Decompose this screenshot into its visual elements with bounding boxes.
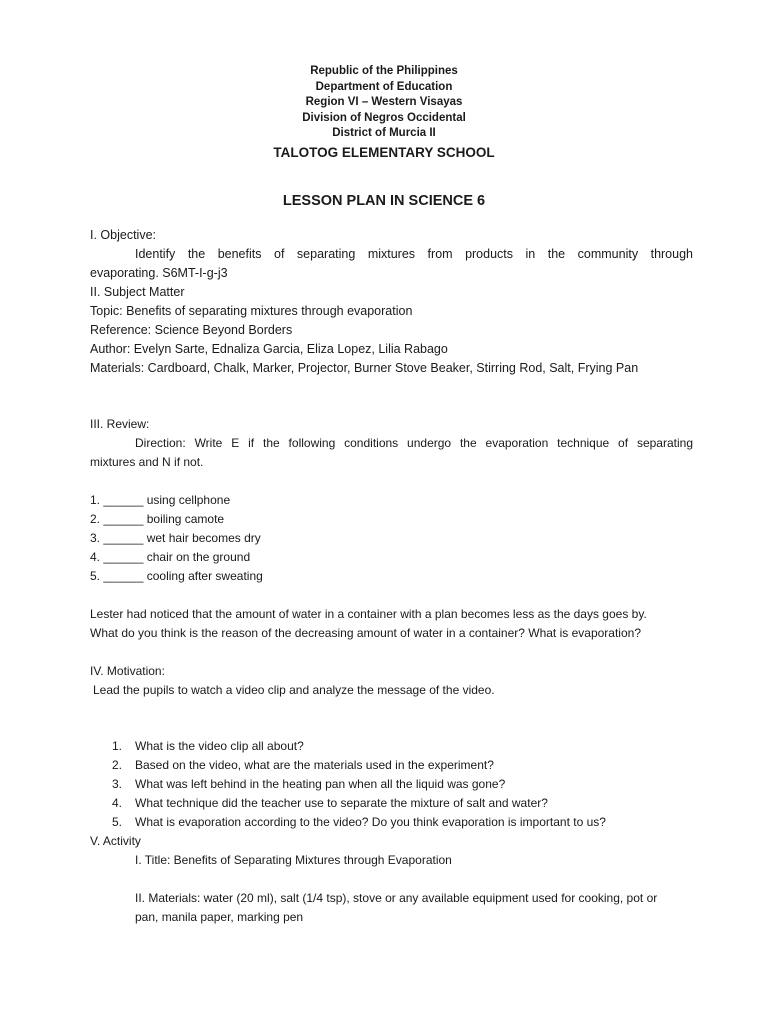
review-item-1: 1. ______ using cellphone bbox=[90, 493, 231, 507]
activity-materials-line-1: II. Materials: water (20 ml), salt (1/4 tsp), stove or any available equipment used for cooking, pot or bbox=[135, 891, 658, 905]
objective-text-line-1: Identify the benefits of separating mixtures from products in the community through bbox=[135, 247, 693, 261]
subject-matter-heading: II. Subject Matter bbox=[90, 285, 185, 299]
school-name: TALOTOG ELEMENTARY SCHOOL bbox=[273, 144, 495, 160]
subject-matter-topic: Topic: Benefits of separating mixtures through evaporation bbox=[90, 304, 413, 318]
subject-matter-materials: Materials: Cardboard, Chalk, Marker, Projector, Burner Stove Beaker, Stirring Rod, Salt, Frying Pan bbox=[90, 361, 639, 375]
header-line-department: Department of Education bbox=[315, 80, 453, 93]
list-item: 1. What is the video clip all about? bbox=[112, 739, 304, 753]
activity-heading: V. Activity bbox=[90, 834, 141, 848]
subject-matter-reference: Reference: Science Beyond Borders bbox=[90, 323, 293, 337]
review-heading: III. Review: bbox=[90, 417, 150, 431]
lesson-body bbox=[90, 226, 693, 927]
activity-title: I. Title: Benefits of Separating Mixtures through Evaporation bbox=[135, 853, 452, 867]
motivation-text: Lead the pupils to watch a video clip and analyze the message of the video. bbox=[93, 683, 495, 697]
header-line-division: Division of Negros Occidental bbox=[302, 111, 466, 124]
document-title: LESSON PLAN IN SCIENCE 6 bbox=[282, 193, 486, 209]
objective-heading: I. Objective: bbox=[90, 228, 156, 242]
review-paragraph-line-2: What do you think is the reason of the decreasing amount of water in a container? What is evaporation? bbox=[90, 626, 641, 640]
letterhead bbox=[0, 64, 768, 163]
subject-matter-author: Author: Evelyn Sarte, Ednaliza Garcia, Eliza Lopez, Lilia Rabago bbox=[90, 342, 448, 356]
list-item: 4. What technique did the teacher use to separate the mixture of salt and water? bbox=[112, 796, 548, 810]
review-item-3: 3. ______ wet hair becomes dry bbox=[90, 531, 261, 545]
review-item-2: 2. ______ boiling camote bbox=[90, 512, 225, 526]
list-item: 3. What was left behind in the heating pan when all the liquid was gone? bbox=[112, 777, 506, 791]
header-line-region: Region VI – Western Visayas bbox=[305, 96, 463, 109]
review-paragraph-line-1: Lester had noticed that the amount of water in a container with a plan becomes less as the days goes by. bbox=[90, 607, 647, 621]
review-direction-line-2: mixtures and N if not. bbox=[90, 455, 204, 469]
review-item-4: 4. ______ chair on the ground bbox=[90, 550, 251, 564]
list-item: 5. What is evaporation according to the video? Do you think evaporation is important to us? bbox=[112, 815, 606, 829]
activity-materials-line-2: pan, manila paper, marking pen bbox=[135, 910, 304, 924]
header-line-district: District of Murcia II bbox=[332, 127, 436, 140]
motivation-heading: IV. Motivation: bbox=[90, 664, 165, 678]
list-item: 2. Based on the video, what are the materials used in the experiment? bbox=[112, 758, 494, 772]
header-line-republic: Republic of the Philippines bbox=[310, 65, 458, 77]
motivation-question-list bbox=[90, 737, 693, 832]
review-direction-line-1: Direction: Write E if the following conditions undergo the evaporation technique of separating bbox=[135, 436, 693, 450]
review-item-5: 5. ______ cooling after sweating bbox=[90, 569, 263, 583]
objective-text-line-2: evaporating. S6MT-I-g-j3 bbox=[90, 266, 228, 280]
